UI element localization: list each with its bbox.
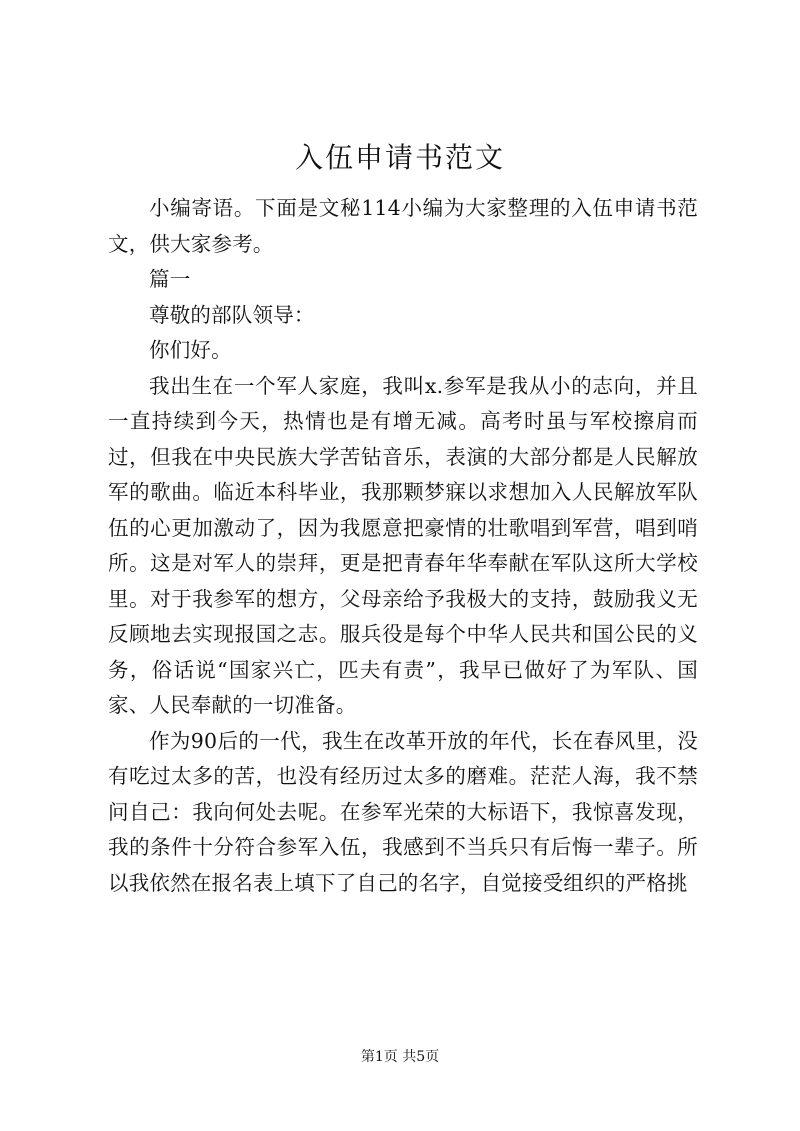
document-title: 入伍申请书范文 [294, 141, 505, 174]
paragraph-greeting: 你们好。 [149, 338, 232, 362]
paragraph-intro: 小编寄语。下面是文秘114小编为大家整理的入伍申请书范文，供大家参考。 [108, 196, 698, 256]
paragraph-section-heading: 篇一 [149, 267, 191, 291]
paragraph-body-1: 我出生在一个军人家庭，我叫x.参军是我从小的志向，并且一直持续到今天，热情也是有增无减。高考时虽与军校擦肩而过，但我在中央民族大学苦钻音乐，表演的大部分都是人民解放军的歌曲。临近本科毕业，我那颗梦寐以求想加入人民解放军队伍的心更加激动了，因为我愿意把豪情的壮歌唱到军营，唱到哨所。这是对军人的崇拜，更是把青春年华奉献在军队这所大学校里。对于我参军的想方，父母亲给予我极大的支持，鼓励我义无反顾地去实现报国之志。服兵役是每个中华人民共和国公民的义务，俗话说“国家兴亡，匹夫有责”，我早已做好了为军队、国家、人民奉献的一切准备。 [108, 373, 698, 717]
paragraph-salutation: 尊敬的部队领导： [149, 302, 315, 327]
paragraph-body-2: 作为90后的一代，我生在改革开放的年代，长在春风里，没有吃过太多的苦，也没有经历过太多的磨难。茫茫人海，我不禁问自己：我向何处去呢。在参军光荣的大标语下，我惊喜发现，我的条件十分符合参军入伍，我感到不当兵只有后悔一辈子。所以我依然在报名表上填下了自己的名字，自觉接受组织的严格挑 [108, 728, 698, 895]
page-number-footer: 第1页 共5页 [360, 1049, 440, 1065]
document-body [108, 191, 698, 901]
